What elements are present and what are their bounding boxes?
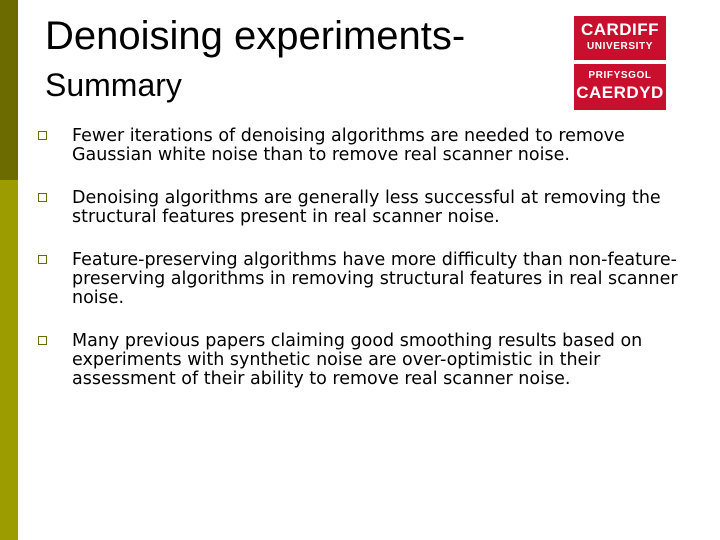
logo-caerdydd-text: CAERDYD — [576, 83, 664, 102]
side-accent-bar-light — [0, 180, 18, 540]
logo-cardiff-text: CARDIFF — [580, 20, 660, 39]
list-item — [38, 251, 688, 308]
bullet-list — [38, 127, 688, 413]
cardiff-university-logo — [574, 16, 666, 110]
list-item — [38, 332, 688, 389]
bullet-text: Feature-preserving algorithms have more difficulty than non-feature-preserving algorithms in removing structural features in real scanner noise. — [72, 250, 678, 308]
side-accent-bar-dark — [0, 0, 18, 180]
square-bullet-icon — [38, 255, 47, 264]
square-bullet-icon — [38, 193, 47, 202]
bullet-text: Fewer iterations of denoising algorithms are needed to remove Gaussian white noise than to remove real scanner noise. — [72, 126, 625, 165]
list-item — [38, 189, 688, 227]
list-item — [38, 127, 688, 165]
square-bullet-icon — [38, 131, 47, 140]
square-bullet-icon — [38, 336, 47, 345]
logo-welsh-block — [574, 64, 666, 110]
bullet-text: Denoising algorithms are generally less successful at removing the structural features present in real scanner noise. — [72, 188, 661, 227]
slide-title: Denoising experiments- — [45, 14, 466, 58]
logo-prifysgol-text: PRIFYSGOL — [588, 70, 652, 81]
slide-subtitle: Summary — [45, 67, 182, 103]
logo-university-text: UNIVERSITY — [586, 41, 653, 52]
bullet-text: Many previous papers claiming good smoothing results based on experiments with synthetic noise are over-optimistic in their assessment of their ability to remove real scanner noise. — [72, 331, 643, 389]
logo-english-block — [574, 16, 666, 60]
side-accent-bar — [0, 0, 18, 540]
